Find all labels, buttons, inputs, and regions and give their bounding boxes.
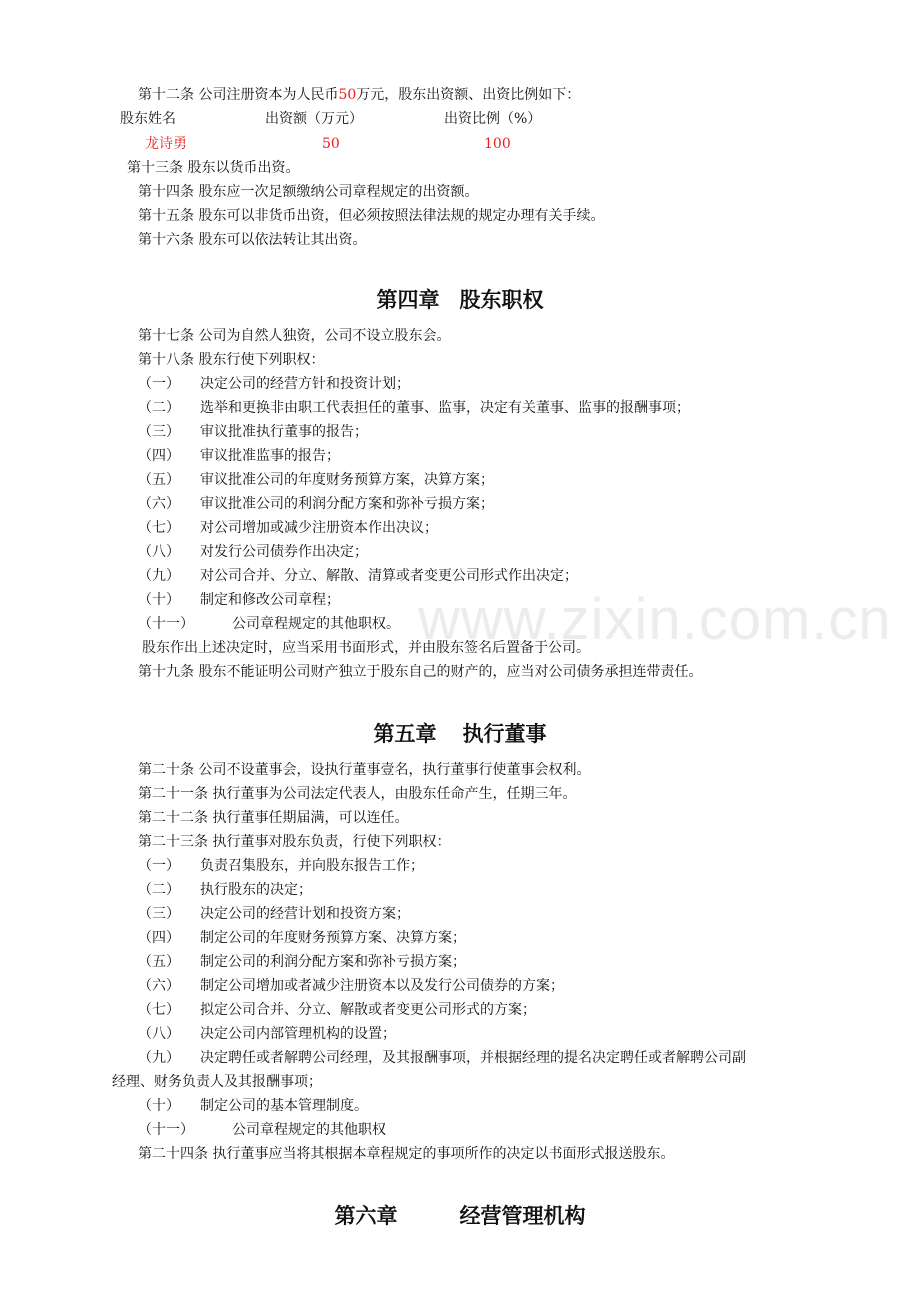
list-item-text: 对公司合并、分立、解散、清算或者变更公司形式作出决定；	[200, 568, 578, 584]
table-header-name: 股东姓名	[120, 111, 176, 127]
list-item-number: （四）	[138, 448, 180, 464]
list-item	[138, 375, 410, 393]
article-18: 第十八条 股东行使下列职权：	[138, 352, 325, 368]
article-15: 第十五条 股东可以非货币出资，但必须按照法律法规的规定办理有关手续。	[138, 208, 605, 224]
article-21: 第二十一条 执行董事为公司法定代表人，由股东任命产生，任期三年。	[138, 786, 577, 802]
article-20: 第二十条 公司不设董事会，设执行董事壹名，执行董事行使董事会权利。	[138, 762, 591, 778]
list-item	[138, 857, 424, 875]
registered-capital-amount: 50	[338, 87, 357, 103]
chapter-4-name: 股东职权	[459, 288, 544, 312]
list-item-text: 制定公司的年度财务预算方案、决算方案；	[200, 930, 466, 946]
list-item-text: 拟定公司合并、分立、解散或者变更公司形式的方案；	[200, 1002, 536, 1018]
list-item	[138, 567, 578, 585]
list-item	[138, 929, 466, 947]
list-item	[138, 495, 494, 513]
list-item-text: 制定公司增加或者减少注册资本以及发行公司债券的方案；	[200, 978, 564, 994]
list-item-number: （一）	[138, 376, 180, 392]
article-12-text-pre: 第十二条 公司注册资本为人民币	[138, 87, 339, 103]
list-item-text: 制定公司的利润分配方案和弥补亏损方案；	[200, 954, 466, 970]
list-item	[138, 423, 368, 441]
chapter-4-title	[0, 287, 920, 313]
list-item	[138, 905, 410, 923]
list-item	[138, 447, 340, 465]
chapter-5-title	[0, 721, 920, 747]
list-item-number: （九）	[138, 568, 180, 584]
list-item-text: 选举和更换非由职工代表担任的董事、监事，决定有关董事、监事的报酬事项；	[200, 400, 690, 416]
list-item	[138, 1121, 386, 1139]
list-item-text: 审议批准公司的年度财务预算方案，决算方案；	[200, 472, 494, 488]
article-19: 第十九条 股东不能证明公司财产独立于股东自己的财产的，应当对公司债务承担连带责任。	[138, 664, 703, 680]
list-item	[138, 519, 438, 537]
shareholder-ratio: 100	[484, 136, 511, 152]
list-item-text: 决定公司的经营计划和投资方案；	[200, 906, 410, 922]
list-item-number: （三）	[138, 424, 180, 440]
list-item-text: 负责召集股东，并向股东报告工作；	[200, 858, 424, 874]
list-item	[138, 591, 340, 609]
list-item-number: （八）	[138, 544, 180, 560]
list-item	[138, 1097, 368, 1115]
list-item-number: （三）	[138, 906, 180, 922]
list-item-text: 决定聘任或者解聘公司经理，及其报酬事项，并根据经理的提名决定聘任或者解聘公司副	[200, 1050, 746, 1066]
list-item	[138, 615, 400, 633]
list-item	[138, 977, 564, 995]
article-16: 第十六条 股东可以依法转让其出资。	[138, 232, 367, 248]
chapter-5-name: 执行董事	[462, 722, 547, 746]
list-item-text: 制定和修改公司章程；	[200, 592, 340, 608]
article-12	[138, 86, 580, 104]
list-item-text: 决定公司内部管理机构的设置；	[200, 1026, 396, 1042]
list-item-number: （十）	[138, 1098, 180, 1114]
article-17: 第十七条 公司为自然人独资，公司不设立股东会。	[138, 328, 451, 344]
list-item-number: （十一）	[138, 1122, 194, 1138]
list-item-number: （二）	[138, 400, 180, 416]
chapter-6-title	[0, 1203, 920, 1229]
list-item-number: （六）	[138, 496, 180, 512]
list-item	[138, 881, 312, 899]
list-item-number: （五）	[138, 472, 180, 488]
table-header-ratio: 出资比例（%）	[444, 111, 542, 127]
list-item	[138, 471, 494, 489]
article-12-text-post: 万元，股东出资额、出资比例如下：	[356, 87, 581, 103]
article-22: 第二十二条 执行董事任期届满，可以连任。	[138, 810, 409, 826]
list-item-text: 对公司增加或减少注册资本作出决议；	[200, 520, 438, 536]
list-item-number: （四）	[138, 930, 180, 946]
list-item-number: （十一）	[138, 616, 194, 632]
chapter-6-name: 经营管理机构	[459, 1204, 586, 1228]
list-item-text: 公司章程规定的其他职权	[232, 1122, 386, 1138]
chapter-6-number: 第六章	[334, 1204, 398, 1228]
list-item	[138, 543, 368, 561]
list-item-text: 执行股东的决定；	[200, 882, 312, 898]
list-item-number: （一）	[138, 858, 180, 874]
list-item-number: （六）	[138, 978, 180, 994]
article-13: 第十三条 股东以货币出资。	[127, 160, 300, 176]
list-item-number: （七）	[138, 1002, 180, 1018]
list-item-number: （八）	[138, 1026, 180, 1042]
list-item-text: 审议批准执行董事的报告；	[200, 424, 368, 440]
article-14: 第十四条 股东应一次足额缴纳公司章程规定的出资额。	[138, 184, 479, 200]
article-23: 第二十三条 执行董事对股东负责，行使下列职权：	[138, 834, 451, 850]
list-item-text: 公司章程规定的其他职权。	[232, 616, 400, 632]
shareholder-amount: 50	[322, 136, 340, 152]
list-item	[138, 399, 690, 417]
list-item-text: 审议批准公司的利润分配方案和弥补亏损方案；	[200, 496, 494, 512]
watermark: www.zixin.com.cn	[418, 587, 892, 652]
list-item-number: （二）	[138, 882, 180, 898]
table-header-amount: 出资额（万元）	[265, 111, 363, 127]
list-item-continuation: 经理、财务负责人及其报酬事项；	[112, 1074, 322, 1090]
list-item-number: （十）	[138, 592, 180, 608]
list-item-text: 审议批准监事的报告；	[200, 448, 340, 464]
list-item	[138, 953, 466, 971]
list-item	[138, 1001, 536, 1019]
shareholder-name: 龙诗勇	[145, 136, 187, 152]
chapter-4-number: 第四章	[376, 288, 440, 312]
chapter-4-note: 股东作出上述决定时，应当采用书面形式，并由股东签名后置备于公司。	[142, 640, 590, 656]
list-item-number: （九）	[138, 1050, 180, 1066]
list-item-text: 对发行公司债券作出决定；	[200, 544, 368, 560]
list-item-number: （七）	[138, 520, 180, 536]
list-item	[138, 1049, 746, 1067]
list-item-text: 决定公司的经营方针和投资计划；	[200, 376, 410, 392]
article-24: 第二十四条 执行董事应当将其根据本章程规定的事项所作的决定以书面形式报送股东。	[138, 1146, 675, 1162]
chapter-5-number: 第五章	[373, 722, 437, 746]
list-item-text: 制定公司的基本管理制度。	[200, 1098, 368, 1114]
list-item	[138, 1025, 396, 1043]
list-item-number: （五）	[138, 954, 180, 970]
